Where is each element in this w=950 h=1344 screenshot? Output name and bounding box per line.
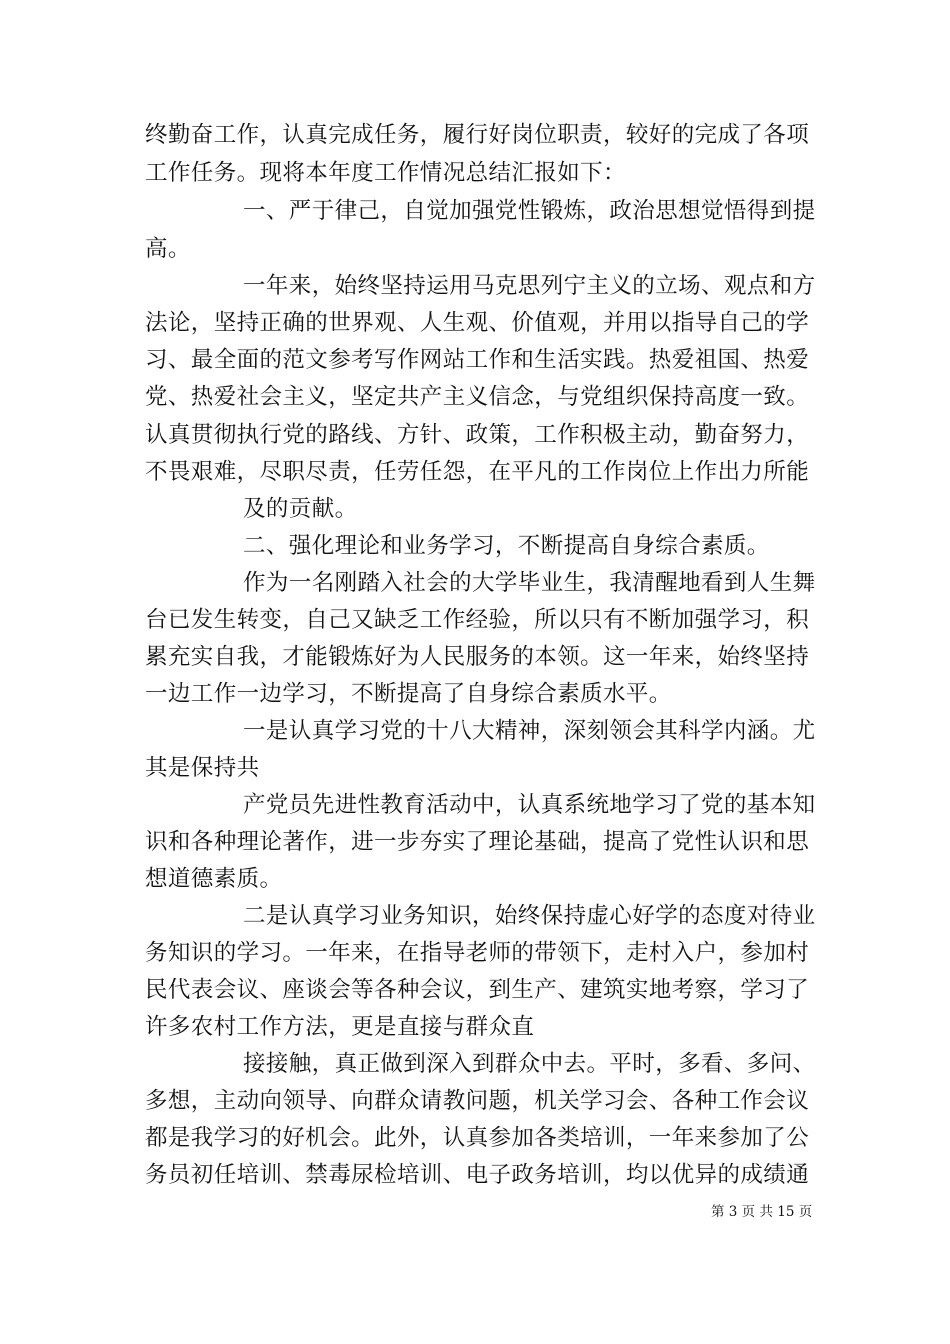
text-line: 台已发生转变，自己又缺乏工作经验，所以只有不断加强学习，积 [145,607,810,633]
text-line: 法论，坚持正确的世界观、人生观、价值观，并用以指导自己的学 [145,310,810,336]
text-line: 一边工作一边学习，不断提高了自身综合素质水平。 [145,681,672,707]
text-line: 高。 [145,236,191,262]
text-line: 多想，主动向领导、向群众请教问题，机关学习会、各种工作会议 [145,1088,810,1114]
text-line: 其是保持共 [145,755,260,781]
text-line: 终勤奋工作，认真完成任务，履行好岗位职责，较好的完成了各项 [145,122,810,148]
text-line: 二是认真学习业务知识，始终保持虚心好学的态度对待业 [243,903,816,929]
section-heading-2: 二、强化理论和业务学习，不断提高自身综合素质。 [243,533,770,559]
text-line: 接接触，真正做到深入到群众中去。平时，多看、多问、 [243,1051,816,1077]
text-line: 务员初任培训、禁毒尿检培训、电子政务培训，均以优异的成绩通 [145,1162,810,1188]
text-line: 作为一名刚踏入社会的大学毕业生，我清醒地看到人生舞 [243,570,816,596]
text-line: 认真贯彻执行党的路线、方针、政策，工作积极主动，勤奋努力， [145,422,810,448]
text-line: 累充实自我，才能锻炼好为人民服务的本领。这一年来，始终坚持 [145,644,810,670]
text-line: 党、热爱社会主义，坚定共产主义信念，与党组织保持高度一致。 [145,384,810,410]
text-line: 民代表会议、座谈会等各种会议，到生产、建筑实地考察，学习了 [145,977,810,1003]
text-line: 务知识的学习。一年来，在指导老师的带领下，走村入户，参加村 [145,940,810,966]
page-number-footer: 第 3 页 共 15 页 [711,1204,813,1220]
text-line: 及的贡献。 [243,496,358,522]
text-line: 习、最全面的范文参考写作网站工作和生活实践。热爱祖国、热爱 [145,347,810,373]
text-line: 想道德素质。 [145,866,283,892]
text-line: 一年来，始终坚持运用马克思列宁主义的立场、观点和方 [243,273,816,299]
text-line: 不畏艰难，尽职尽责，任劳任怨，在平凡的工作岗位上作出力所能 [145,459,810,485]
section-heading-1: 一、严于律己，自觉加强党性锻炼，政治思想觉悟得到提 [243,198,816,224]
text-line: 工作任务。现将本年度工作情况总结汇报如下： [145,160,626,186]
text-line: 一是认真学习党的十八大精神，深刻领会其科学内涵。尤 [243,718,816,744]
text-line: 产党员先进性教育活动中，认真系统地学习了党的基本知 [243,792,816,818]
text-line: 都是我学习的好机会。此外，认真参加各类培训，一年来参加了公 [145,1125,810,1151]
text-line: 许多农村工作方法，更是直接与群众直 [145,1014,535,1040]
text-line: 识和各种理论著作，进一步夯实了理论基础，提高了党性认识和思 [145,829,810,855]
